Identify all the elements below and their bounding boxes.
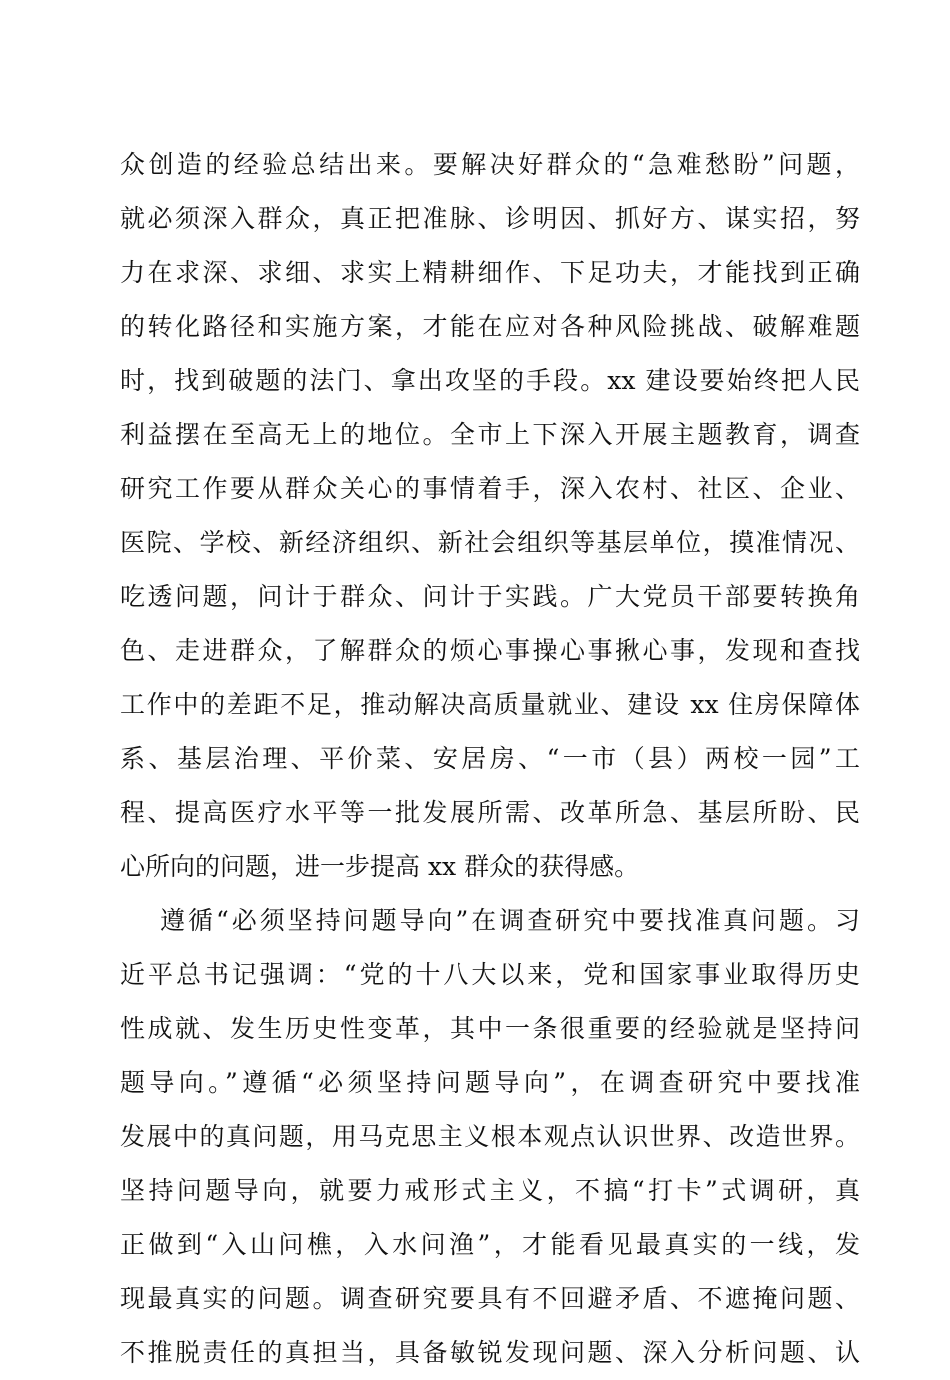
text-line: 性成就、发生历史性变革，其中一条很重要的经验就是坚持问 [120,1014,860,1043]
text-line: 坚持问题导向，就要力戒形式主义，不搞“打卡”式调研，真 [120,1176,860,1205]
text-line: 工作中的差距不足，推动解决高质量就业、建设 xx 住房保障体 [120,690,860,719]
text-line: 医院、学校、新经济组织、新社会组织等基层单位，摸准情况、 [120,528,860,557]
text-line: 时，找到破题的法门、拿出攻坚的手段。xx 建设要始终把人民 [120,366,860,395]
text-line: 的转化路径和实施方案，才能在应对各种风险挑战、破解难题 [120,312,860,341]
text-line: 遵循“必须坚持问题导向”在调查研究中要找准真问题。习 [160,906,860,935]
text-line: 众创造的经验总结出来。要解决好群众的“急难愁盼”问题， [120,150,860,179]
text-line: 不推脱责任的真担当，具备敏锐发现问题、深入分析问题、认 [120,1338,860,1367]
text-line: 系、基层治理、平价菜、安居房、“一市（县）两校一园”工 [120,744,860,773]
text-line: 利益摆在至高无上的地位。全市上下深入开展主题教育，调查 [120,420,860,449]
text-line: 研究工作要从群众关心的事情着手，深入农村、社区、企业、 [120,474,860,503]
paragraph-1 [120,138,860,894]
text-line: 现最真实的问题。调查研究要具有不回避矛盾、不遮掩问题、 [120,1284,860,1313]
text-line: 题导向。”遵循“必须坚持问题导向”，在调查研究中要找准 [120,1068,860,1097]
text-line: 就必须深入群众，真正把准脉、诊明因、抓好方、谋实招，努 [120,204,860,233]
text-line: 正做到“入山问樵，入水问渔”，才能看见最真实的一线，发 [120,1230,860,1259]
text-line: 吃透问题，问计于群众、问计于实践。广大党员干部要转换角 [120,582,860,611]
text-line: 发展中的真问题，用马克思主义根本观点认识世界、改造世界。 [120,1122,860,1151]
text-line: 近平总书记强调：“党的十八大以来，党和国家事业取得历史 [120,960,860,989]
paragraph-2 [120,894,860,1380]
text-line: 心所向的问题，进一步提高 xx 群众的获得感。 [120,852,640,881]
text-line: 程、提高医疗水平等一批发展所需、改革所急、基层所盼、民 [120,798,860,827]
body-text [120,138,860,1380]
text-line: 色、走进群众，了解群众的烦心事操心事揪心事，发现和查找 [120,636,860,665]
text-line: 力在求深、求细、求实上精耕细作、下足功夫，才能找到正确 [120,258,860,287]
